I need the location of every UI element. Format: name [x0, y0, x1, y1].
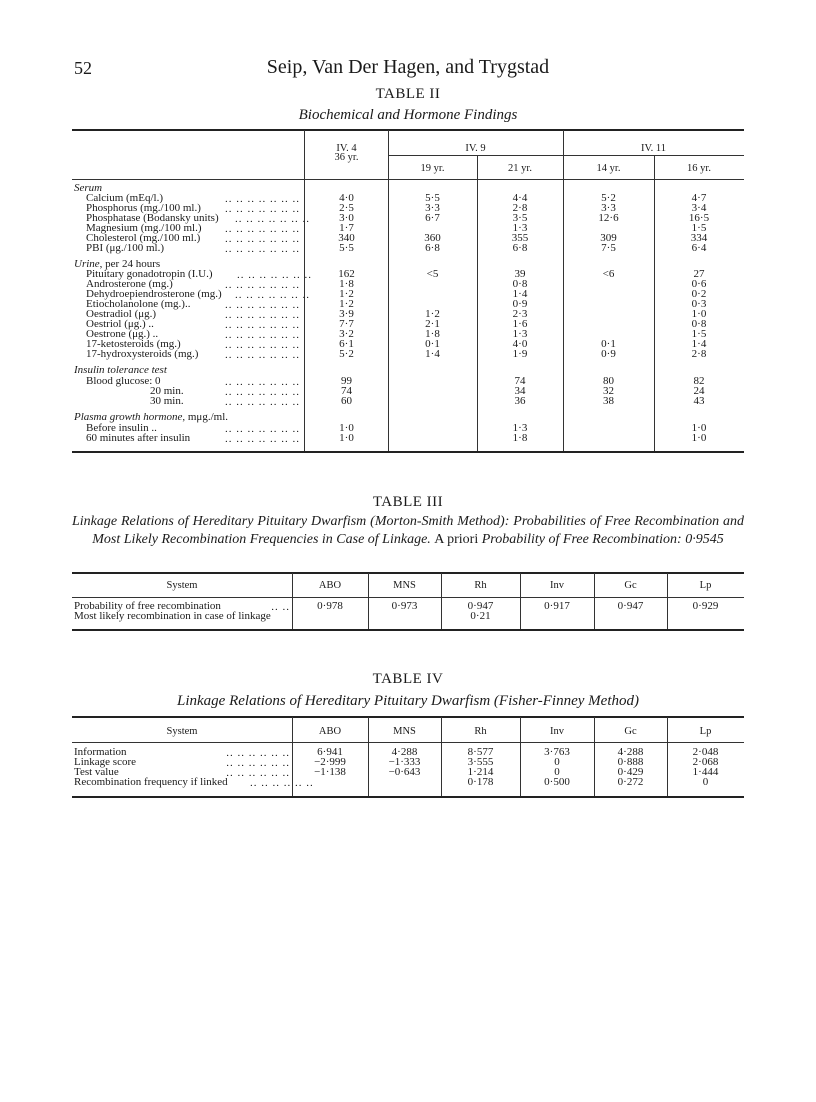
table2-cell: 1·4: [512, 288, 528, 300]
table3-header-cell: Gc: [624, 580, 637, 591]
table3-header-cell: ABO: [318, 580, 342, 591]
table2-row-label: Magnesium (mg./100 ml.): [86, 222, 202, 234]
table2-cell: 4·4: [512, 192, 528, 204]
table2-cell: 0·6: [691, 278, 707, 290]
table2-cell: 7·7: [339, 318, 354, 330]
table2-cell: 0·2: [691, 288, 707, 300]
table2-section-serum: Serum: [74, 182, 103, 194]
table2-leader-dots: .. .. .. .. .. .. ..: [225, 386, 300, 398]
table2-cell: 0·9: [601, 348, 616, 360]
table2-row-label: 30 min.: [150, 395, 184, 407]
table2-cell: 82: [693, 375, 705, 387]
table2-cell: 16·5: [688, 212, 710, 224]
table2-cell: 12·6: [598, 212, 619, 224]
table2-cell: 36: [514, 395, 526, 407]
table4-cell: 6·941: [317, 746, 343, 758]
table2-cell: <6: [602, 268, 615, 280]
table4-header-cell: System: [166, 726, 198, 737]
table2-cell: 6·8: [512, 242, 528, 254]
table3-header-cell: Inv: [550, 580, 564, 591]
table2-row-label: Calcium (mEq/l.): [86, 192, 163, 204]
table2-leader-dots: .. .. .. .. .. .. ..: [225, 309, 300, 321]
table4-header-cell: Lp: [699, 726, 712, 737]
table2-row-label: Pituitary gonadotropin (I.U.): [86, 268, 213, 280]
table2-cell: 2·8: [691, 348, 707, 360]
table4-cell: 4·288: [391, 746, 418, 758]
table2-cell: 1·2: [339, 298, 354, 310]
table4-cell: −1·333: [388, 756, 421, 768]
table2-leader-dots: .. .. .. .. .. .. ..: [225, 243, 300, 255]
table2-cell: 309: [600, 232, 617, 244]
table4-cell: 0·500: [544, 776, 570, 788]
table2-cell: 6·7: [425, 212, 440, 224]
table2-header-iv11-16yr: 16 yr.: [687, 163, 711, 174]
table2-cell: 360: [424, 232, 441, 244]
table4-cell: 3·763: [544, 746, 570, 758]
table4-cell: −1·138: [314, 766, 346, 778]
table4-cell: 3·555: [467, 756, 494, 768]
table2-header-iv9-19yr: 19 yr.: [420, 163, 445, 174]
table4-cell: 1·444: [692, 766, 719, 778]
table4-row-label: Recombination frequency if linked: [74, 776, 228, 788]
table2-cell: 2·5: [339, 202, 354, 214]
table3-leader-dots: .. ..: [271, 601, 290, 613]
table2-cell: 5·2: [601, 192, 616, 204]
table2-cell: 38: [603, 395, 614, 407]
table2-cell: 1·0: [691, 432, 707, 444]
table2-leader-dots: .. .. .. .. .. .. ..: [225, 299, 300, 311]
table2-cell: 1·6: [512, 318, 528, 330]
table2-row-label: Oestrone (μg.) ..: [86, 328, 159, 340]
table4-cell: 0·888: [617, 756, 644, 768]
table2-cell: 6·8: [425, 242, 440, 254]
table2-cell: 7·5: [601, 242, 616, 254]
table2-cell: 39: [514, 268, 526, 280]
table4-cell: 0: [702, 776, 709, 788]
table2-header-iv9: IV. 9: [465, 143, 486, 154]
table2-cell: 34: [514, 385, 526, 397]
running-header-authors: Seip, Van Der Hagen, and Trygstad: [266, 56, 550, 78]
table2-cell: 60: [341, 395, 352, 407]
table2-cell: 3·9: [339, 308, 354, 320]
table4-row-label: Test value: [74, 766, 119, 778]
table2-cell: 6·1: [339, 338, 354, 350]
table3-cell: 0·978: [317, 600, 343, 612]
table2-leader-dots: .. .. .. .. .. .. ..: [225, 279, 300, 291]
table2-leader-dots: .. .. .. .. .. .. ..: [225, 433, 300, 445]
table2-leader-dots: .. .. .. .. .. .. ..: [225, 233, 300, 245]
table2-leader-dots: .. .. .. .. .. .. ..: [225, 349, 300, 361]
table2-cell: 1·4: [691, 338, 707, 350]
table2-leader-dots: .. .. .. .. .. .. ..: [225, 203, 300, 215]
table2-cell: 5·2: [339, 348, 354, 360]
table2-header-iv9-21yr: 21 yr.: [508, 163, 532, 174]
table2-leader-dots: .. .. .. .. .. .. ..: [225, 423, 300, 435]
table2-cell: 1·0: [339, 432, 354, 444]
table2-row-label: Oestradiol (μg.): [86, 308, 157, 320]
table2-leader-dots: .. .. .. .. .. .. ..: [225, 396, 300, 408]
table4-header-cell: MNS: [393, 726, 416, 737]
table2-cell: 1·2: [339, 288, 354, 300]
table2-row-label: 17-hydroxysteroids (mg.): [86, 348, 199, 360]
table2-row-label: 17-ketosteroids (mg.): [86, 338, 181, 350]
table2-cell: 1·0: [691, 308, 707, 320]
table4-row-label: Linkage score: [74, 756, 136, 768]
table2-row-label: Phosphatase (Bodansky units): [86, 212, 219, 224]
table2-leader-dots: .. .. .. .. .. .. ..: [237, 269, 312, 281]
table2-cell: 3·4: [691, 202, 707, 214]
table2-row-label: Blood glucose: 0: [86, 375, 161, 387]
table2-cell: 80: [603, 375, 614, 387]
table4-row-label: Information: [74, 746, 127, 758]
table2-leader-dots: .. .. .. .. .. .. ..: [225, 376, 300, 388]
table4-cell: 1·214: [467, 766, 494, 778]
table2-cell: 1·8: [339, 278, 354, 290]
table2-section-plasma: Plasma growth hormone, mμg./ml.: [74, 411, 228, 423]
table4-header-cell: Gc: [624, 726, 637, 737]
table2-row-label: Phosphorus (mg./100 ml.): [86, 202, 201, 214]
table2-row-label: Dehydroepiendrosterone (mg.): [86, 288, 222, 300]
table4-subtitle: Linkage Relations of Hereditary Pituitary Dwarfism (Fisher-Finney Method): [177, 693, 639, 709]
table2-header-iv11-14yr: 14 yr.: [596, 163, 621, 174]
table2-subtitle: Biochemical and Hormone Findings: [298, 107, 518, 123]
table2-cell: 1·5: [691, 328, 707, 340]
table2-cell: 3·0: [339, 212, 354, 224]
table3-cell: 0·929: [692, 600, 719, 612]
table3-cell: 0·21: [470, 610, 491, 622]
table2-section-urine: Urine, per 24 hours: [74, 258, 161, 270]
table2-row-label: Oestriol (μg.) ..: [86, 318, 154, 330]
table2-cell: 2·1: [425, 318, 440, 330]
table3-header-cell: Lp: [699, 580, 712, 591]
table2-title: TABLE II: [375, 86, 441, 102]
table2-row-label: Androsterone (mg.): [86, 278, 173, 290]
table2-cell: 334: [690, 232, 708, 244]
table4-cell: 0: [554, 756, 560, 768]
table2-row-label: Before insulin ..: [86, 422, 157, 434]
table3-header-cell: MNS: [393, 580, 416, 591]
table2-leader-dots: .. .. .. .. .. .. ..: [235, 213, 310, 225]
table4-leader-dots: .. .. .. .. .. ..: [250, 777, 314, 789]
table2-cell: 1·8: [425, 328, 440, 340]
table4-header-cell: Rh: [474, 726, 487, 737]
table2-cell: 1·0: [339, 422, 354, 434]
table3-row-label: Most likely recombination in case of linkage: [74, 610, 271, 622]
table2-cell: 0·9: [512, 298, 528, 310]
table3-cell: 0·947: [467, 600, 494, 612]
table2-cell: 1·2: [425, 308, 440, 320]
table2-cell: 0·1: [425, 338, 440, 350]
table4-cell: 0·178: [467, 776, 494, 788]
table2-header-iv11: IV. 11: [640, 143, 667, 154]
table2-cell: 4·7: [691, 192, 707, 204]
table4-leader-dots: .. .. .. .. .. ..: [226, 747, 290, 759]
table3-row-label: Probability of free recombination: [74, 600, 221, 612]
table2-cell: 4·0: [339, 192, 354, 204]
table4-title: TABLE IV: [372, 671, 444, 687]
table4-cell: −0·643: [388, 766, 421, 778]
table2-cell: <5: [426, 268, 439, 280]
table2-row-label: PBI (μg./100 ml.): [86, 242, 165, 254]
table2-cell: 2·3: [512, 308, 528, 320]
table2-cell: 1·4: [425, 348, 440, 360]
table2-cell: 74: [514, 375, 526, 387]
table2-leader-dots: .. .. .. .. .. .. ..: [235, 289, 310, 301]
table4-header-cell: ABO: [318, 726, 342, 737]
table4-cell: 4·288: [617, 746, 644, 758]
table2-cell: 1·8: [512, 432, 528, 444]
table2-cell: 0·3: [691, 298, 707, 310]
table2-row-label: Cholesterol (mg./100 ml.): [86, 232, 201, 244]
table3-cell: 0·917: [544, 600, 570, 612]
table4-cell: 2·048: [692, 746, 719, 758]
table2-cell: 3·2: [339, 328, 354, 340]
table2-cell: 5·5: [425, 192, 440, 204]
table2-cell: 1·5: [691, 222, 707, 234]
table2-cell: 3·5: [512, 212, 528, 224]
table2-leader-dots: .. .. .. .. .. .. ..: [225, 339, 300, 351]
table2-cell: 5·5: [339, 242, 354, 254]
table2-cell: 99: [341, 375, 352, 387]
table3-title: TABLE III: [372, 494, 444, 510]
table2-cell: 24: [693, 385, 705, 397]
table2-row-label: 60 minutes after insulin: [86, 432, 191, 444]
table4-header-cell: Inv: [550, 726, 564, 737]
table2-cell: 43: [693, 395, 705, 407]
table2-cell: 1·9: [512, 348, 528, 360]
table2-cell: 27: [693, 268, 705, 280]
table2-cell: 6·4: [691, 242, 707, 254]
table2-leader-dots: .. .. .. .. .. .. ..: [225, 223, 300, 235]
table2-cell: 3·3: [425, 202, 440, 214]
table2-row-label: Etiocholanolone (mg.)..: [86, 298, 191, 310]
table4-leader-dots: .. .. .. .. .. ..: [226, 757, 290, 769]
table2-header-iv4: IV. 4: [336, 143, 357, 154]
table2-cell: 1·0: [691, 422, 707, 434]
table2-cell: 32: [603, 385, 614, 397]
table2-leader-dots: .. .. .. .. .. .. ..: [225, 319, 300, 331]
table2-section-insulin: Insulin tolerance test: [74, 364, 167, 376]
table2-cell: 1·7: [339, 222, 354, 234]
table2-cell: 162: [338, 268, 355, 280]
table2-header-iv4-age: 36 yr.: [334, 152, 359, 163]
table2-cell: 3·3: [601, 202, 616, 214]
table4-cell: 8·577: [467, 746, 494, 758]
table4-cell: 0·272: [617, 776, 644, 788]
table2-cell: 1·3: [512, 422, 528, 434]
table2-cell: 1·3: [512, 222, 528, 234]
table4-cell: 2·068: [692, 756, 719, 768]
table4-leader-dots: .. .. .. .. .. ..: [226, 767, 290, 779]
table2-cell: 355: [511, 232, 529, 244]
table3-header-cell: Rh: [474, 580, 487, 591]
table2-leader-dots: .. .. .. .. .. .. ..: [225, 193, 300, 205]
table2-row-label: 20 min.: [150, 385, 184, 397]
table2-cell: 74: [341, 385, 352, 397]
table3-header-cell: System: [166, 580, 198, 591]
table4-cell: −2·999: [314, 756, 346, 768]
table2-cell: 1·3: [512, 328, 528, 340]
table2-cell: 0·1: [601, 338, 616, 350]
table4-cell: 0·429: [617, 766, 644, 778]
table2-cell: 0·8: [512, 278, 528, 290]
table2-cell: 340: [338, 232, 355, 244]
table3-cell: 0·947: [617, 600, 644, 612]
table3-caption: Linkage Relations of Hereditary Pituitary Dwarfism (Morton-Smith Method): Probabilities of Free Recombination and Most Likely Recombination Frequencies in Case of Linkage. A priori Probability of Free Recombination: 0·9545: [72, 514, 744, 547]
table2-cell: 4·0: [512, 338, 528, 350]
table2-cell: 0·8: [691, 318, 707, 330]
page-number: 52: [74, 58, 92, 78]
table3-cell: 0·973: [391, 600, 418, 612]
table2-leader-dots: .. .. .. .. .. .. ..: [225, 329, 300, 341]
table2-cell: 2·8: [512, 202, 528, 214]
table4-cell: 0: [554, 766, 560, 778]
